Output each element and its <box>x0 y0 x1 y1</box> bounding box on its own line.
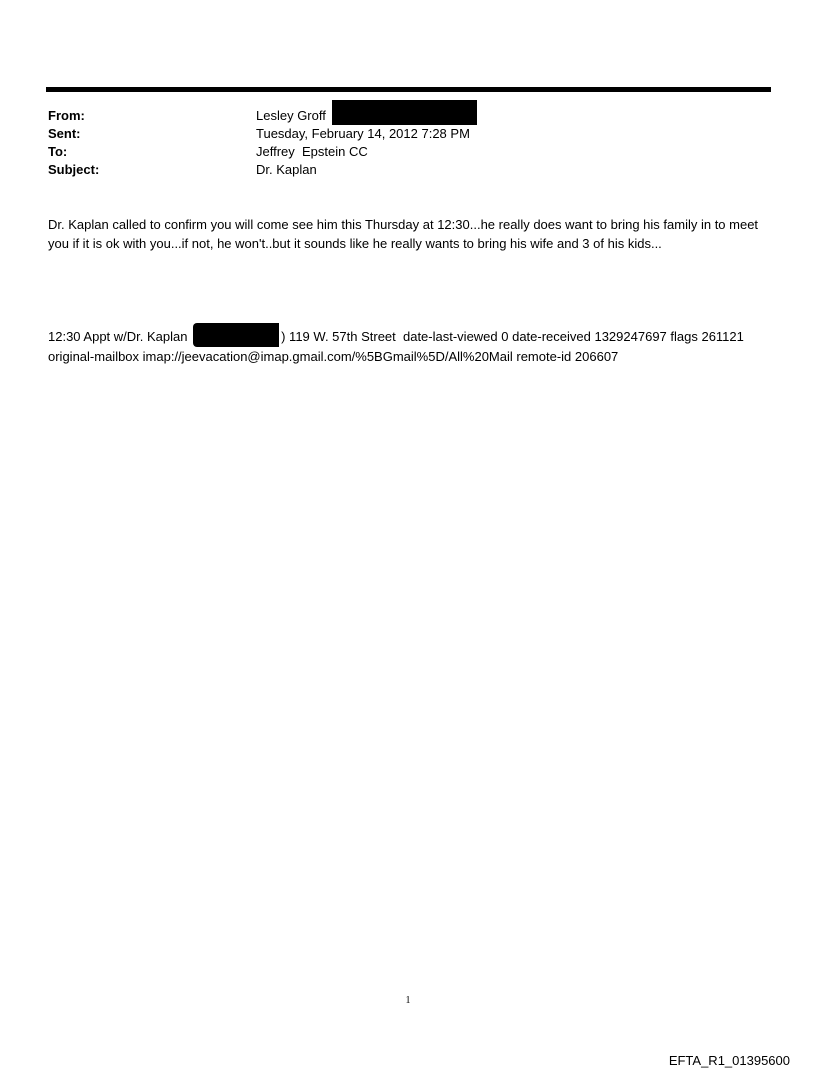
metadata-line-1-end: ) 119 W. 57th Street date-last-viewed 0 date-received 1329247697 flags 261121 <box>281 329 744 344</box>
metadata-line-1-start: 12:30 Appt w/Dr. Kaplan <box>48 329 192 344</box>
sent-value: Tuesday, February 14, 2012 7:28 PM <box>256 126 470 141</box>
metadata-line-2: original-mailbox imap://jeevacation@imap.gmail.com/%5BGmail%5D/All%20Mail remote-id 206607 <box>48 349 619 364</box>
subject-row <box>48 161 768 179</box>
subject-label: Subject: <box>48 162 100 177</box>
page-number: 1 <box>405 995 411 1006</box>
to-row <box>48 143 768 161</box>
from-value: Lesley Groff <box>256 108 326 123</box>
redaction-box <box>332 100 477 125</box>
to-label: To: <box>48 144 68 159</box>
from-value-wrap <box>256 107 477 125</box>
metadata-line-1 <box>48 323 773 347</box>
message-metadata <box>48 323 773 366</box>
redaction-box <box>193 323 279 347</box>
sent-label: Sent: <box>48 126 81 141</box>
message-body: Dr. Kaplan called to confirm you will come see him this Thursday at 12:30...he really does want to bring his family in to meet you if it is ok with you...if not, he won't..but it sounds like he really wants to bring his wife and 3 of his kids... <box>48 217 759 251</box>
sent-row <box>48 125 768 143</box>
email-header <box>48 107 768 179</box>
subject-value: Dr. Kaplan <box>256 162 317 177</box>
from-label: From: <box>48 108 85 123</box>
from-row <box>48 107 768 125</box>
to-value: Jeffrey Epstein CC <box>256 144 368 159</box>
header-rule <box>46 87 771 92</box>
document-id: EFTA_R1_01395600 <box>668 1053 790 1068</box>
